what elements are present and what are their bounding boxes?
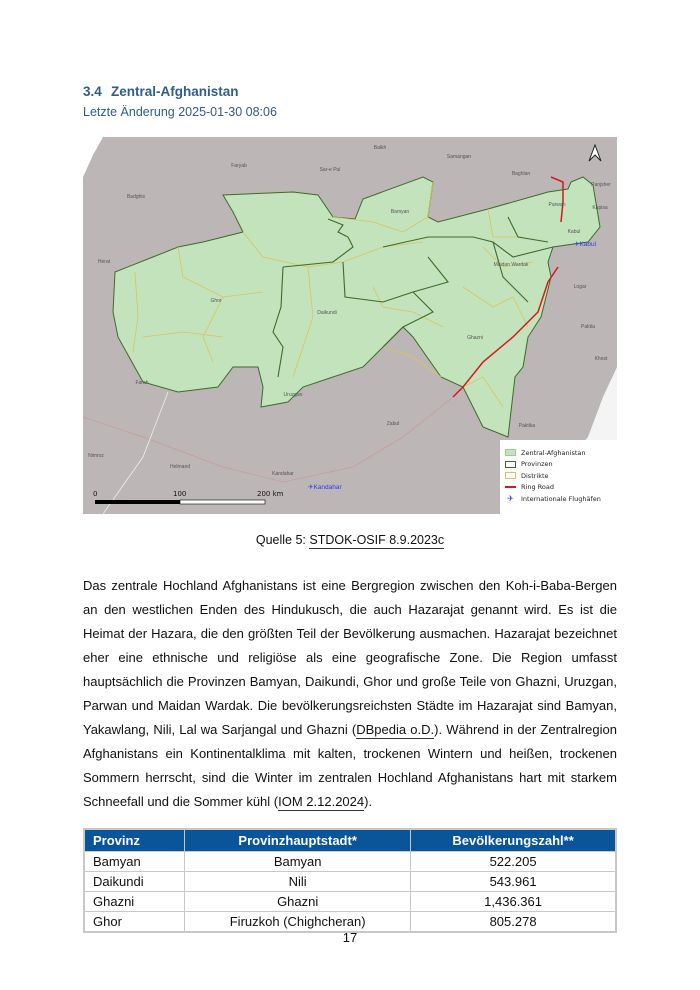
cell: Nili [185,872,411,892]
caption-prefix: Quelle 5: [255,533,310,547]
last-updated: Letzte Änderung 2025-01-30 08:06 [83,105,277,119]
map-label: Daikundi [317,310,337,316]
map-label: Balkh [373,145,387,151]
map-label: Nimroz [88,453,104,459]
map-label: Paktika [518,423,536,429]
scale-label: 100 [173,490,187,498]
map-label: Baghlan [511,171,531,177]
column-header: Bevölkerungszahl** [411,829,616,852]
map-label: Helmand [169,464,191,470]
map-label: Logar [573,284,587,290]
map-label: Ghazni [467,335,483,341]
map-label: Kapisa [592,205,608,211]
legend-item [505,447,617,459]
legend-swatch [505,472,516,479]
text: Das zentrale Hochland Afghanistans ist eine Bergregion zwischen den Koh-i-Baba-Bergen an den westlichen Enden des Hindukusch, die auch Hazarajat genannt wird. Es ist die Heimat der Hazara, die den größten Teil der Bevölkerung ausmachen. Hazarajat bezeichnet eher eine ethnische und religiöse als eine geografische Zone. Die Region umfasst hauptsächlich die Provinzen Bamyan, Daikundi, Ghor und große Teile von Ghazni, Uruzgan, Parwan und Maidan Wardak. Die bevölkerungsreichsten Städte im Hazarajat sind Bamyan, Yakawlang, Nili, Lal wa Sarjangal und Ghazni ( [83,578,617,737]
airplane-icon: ✈ [507,494,514,504]
map-label: Faryab [231,163,247,169]
north-arrow-icon [589,145,601,161]
map-label: Paktia [581,324,595,330]
map-label: Samangan [446,154,472,160]
airport-kabul [574,240,596,248]
cell: Bamyan [84,852,185,872]
table-header-row [84,829,616,852]
map-legend [500,440,617,514]
text: ). [364,794,373,809]
map-label: Uruzgan [283,392,303,398]
column-header: Provinzhauptstadt* [185,829,411,852]
table-row [84,912,616,933]
figure-caption [0,533,700,547]
body-paragraph [83,574,617,814]
cell: Daikundi [84,872,185,892]
airplane-icon: ✈ [574,241,580,248]
cell: 543.961 [411,872,616,892]
scale-bar-black [95,500,180,504]
section-title: Zentral-Afghanistan [111,84,239,99]
map-label: Farah [135,380,149,386]
legend-swatch [505,449,516,456]
map-label: Parwan [548,202,566,208]
legend-label: Zentral-Afghanistan [521,448,586,457]
ring-road-outside [83,397,453,482]
text: ). Während in der Zentralregion Afghanistans ein Kontinentalklima mit kalten, trockenen Wintern und heißen, trockenen Sommern herrscht, sind die Winter im zentralen Hochland Afghanistans hart mit starkem Schneefall und die Sommer kühl ( [83,722,617,809]
page-number: 17 [342,930,358,945]
map-label: Sar-e Pul [319,167,341,173]
legend-swatch [505,486,516,488]
map-central-afghanistan [83,137,617,514]
border-line [103,392,168,514]
cell: 522.205 [411,852,616,872]
source-link[interactable]: IOM 2.12.2024 [278,794,365,809]
table-row [84,872,616,892]
map-label: Panjsher [591,182,611,188]
legend-label: Internationale Flughäfen [521,494,601,503]
cell: Bamyan [185,852,411,872]
table-row [84,892,616,912]
map-label: Bamyan [390,209,410,215]
central-region [113,177,600,437]
airplane-icon: ✈ [308,484,314,491]
airport-label: Kandahar [313,484,342,491]
legend-item [505,470,617,482]
cell: 805.278 [411,912,616,933]
map-label: Maidan Wardak [493,262,529,268]
source-link[interactable]: DBpedia o.D. [356,722,435,737]
legend-item [505,482,617,494]
legend-item [505,493,617,505]
map-label: Zabul [386,421,400,427]
airport-label: Kabul [579,241,597,248]
table-row [84,852,616,872]
map-label: Herat [97,259,111,265]
cell: Ghor [84,912,185,933]
cell: Firuzkoh (Chighcheran) [185,912,411,933]
body-content [83,574,617,933]
scale-label: 200 km [257,490,284,498]
legend-item [505,459,617,471]
column-header: Provinz [84,829,185,852]
scale-label: 0 [93,490,98,498]
section-number: 3.4 [83,84,102,99]
province-table [83,828,617,933]
scale-bar-white [180,500,265,504]
map-label: Badghis [126,194,146,200]
legend-label: Provinzen [521,460,553,469]
map-label: Kandahar [272,471,294,477]
map-label: Ghor [210,298,222,304]
cell: Ghazni [185,892,411,912]
cell: Ghazni [84,892,185,912]
cell: 1,436.361 [411,892,616,912]
map-border-area [83,137,103,177]
map-label: Kabul [567,229,581,235]
legend-label: Ring Road [521,483,554,492]
section-heading [83,84,239,99]
source-link[interactable]: STDOK-OSIF 8.9.2023c [309,533,445,547]
legend-label: Distrikte [521,471,549,480]
airport-kandahar [308,483,342,491]
legend-swatch [505,461,516,468]
map-label: Khost [594,356,608,362]
